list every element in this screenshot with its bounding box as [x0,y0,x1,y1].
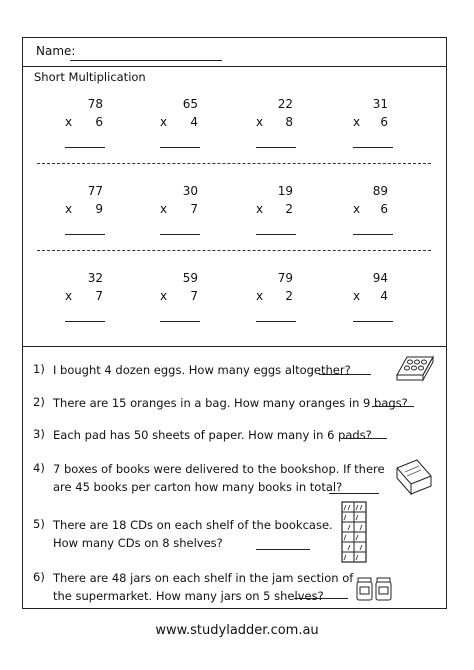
multiplier: 7 [190,202,198,216]
multiplicand: 30 [182,184,198,198]
multiplier: 6 [380,202,388,216]
answer-line[interactable] [353,321,393,322]
header-divider [23,66,446,67]
multiplier: 2 [285,202,293,216]
question-number: 3) [33,427,45,441]
answer-line[interactable] [256,549,310,550]
multiplier: 2 [285,289,293,303]
answer-line[interactable] [160,234,200,235]
question-text: There are 15 oranges in a bag. How many oranges in 9 bags? [53,396,408,410]
answer-line[interactable] [256,147,296,148]
question-text: There are 18 CDs on each shelf of the bookcase. [53,518,333,532]
answer-line[interactable] [65,321,105,322]
question-text: I bought 4 dozen eggs. How many eggs altogether? [53,363,351,377]
answer-line[interactable] [65,234,105,235]
multiplier: 6 [380,115,388,129]
worksheet [22,37,447,609]
answer-line[interactable] [160,147,200,148]
multiply-sign: x [160,115,168,129]
multiplier: 7 [190,289,198,303]
jam-jars-icon [355,576,393,602]
answer-line[interactable] [294,598,348,599]
bookcase-icon [341,501,367,563]
answer-line[interactable] [65,147,105,148]
multiplicand: 89 [372,184,388,198]
footer-website: www.studyladder.com.au [155,623,319,638]
question-text: 7 boxes of books were delivered to the bookshop. If there [53,462,385,476]
multiplicand: 79 [277,271,293,285]
multiplicand: 22 [277,97,293,111]
question-number: 1) [33,362,45,376]
question-number: 2) [33,395,45,409]
egg-carton-icon [393,353,437,383]
multiply-sign: x [256,289,264,303]
multiply-sign: x [65,289,73,303]
question-number: 5) [33,517,45,531]
question-text: Each pad has 50 sheets of paper. How many in 6 pads? [53,428,372,442]
answer-line[interactable] [353,147,393,148]
answer-line[interactable] [329,493,379,494]
multiplicand: 19 [277,184,293,198]
multiplier: 6 [95,115,103,129]
question-text: How many CDs on 8 shelves? [53,536,223,550]
section-divider [23,346,446,347]
multiplier: 4 [190,115,198,129]
question-number: 6) [33,570,45,584]
book-box-icon [389,458,435,498]
multiplicand: 59 [182,271,198,285]
question-number: 4) [33,461,45,475]
multiply-sign: x [160,289,168,303]
multiply-sign: x [353,289,361,303]
answer-line[interactable] [372,406,414,407]
section-title: Short Multiplication [34,70,146,84]
dashed-divider [37,163,431,164]
name-label: Name: [36,44,76,58]
answer-line[interactable] [256,234,296,235]
multiply-sign: x [353,202,361,216]
answer-line[interactable] [256,321,296,322]
multiply-sign: x [256,115,264,129]
multiplicand: 65 [182,97,198,111]
multiplicand: 31 [372,97,388,111]
multiply-sign: x [65,115,73,129]
multiplier: 9 [95,202,103,216]
multiply-sign: x [65,202,73,216]
answer-line[interactable] [341,438,387,439]
name-field[interactable] [70,60,222,61]
multiplicand: 77 [87,184,103,198]
answer-line[interactable] [353,234,393,235]
multiplicand: 32 [87,271,103,285]
multiply-sign: x [160,202,168,216]
answer-line[interactable] [319,374,371,375]
multiplier: 8 [285,115,293,129]
multiplicand: 94 [372,271,388,285]
multiply-sign: x [353,115,361,129]
question-text: are 45 books per carton how many books in total? [53,480,343,494]
multiplier: 4 [380,289,388,303]
multiplier: 7 [95,289,103,303]
answer-line[interactable] [160,321,200,322]
question-text: the supermarket. How many jars on 5 shelves? [53,589,324,603]
multiply-sign: x [256,202,264,216]
dashed-divider [37,250,431,251]
multiplicand: 78 [87,97,103,111]
question-text: There are 48 jars on each shelf in the jam section of [53,571,354,585]
